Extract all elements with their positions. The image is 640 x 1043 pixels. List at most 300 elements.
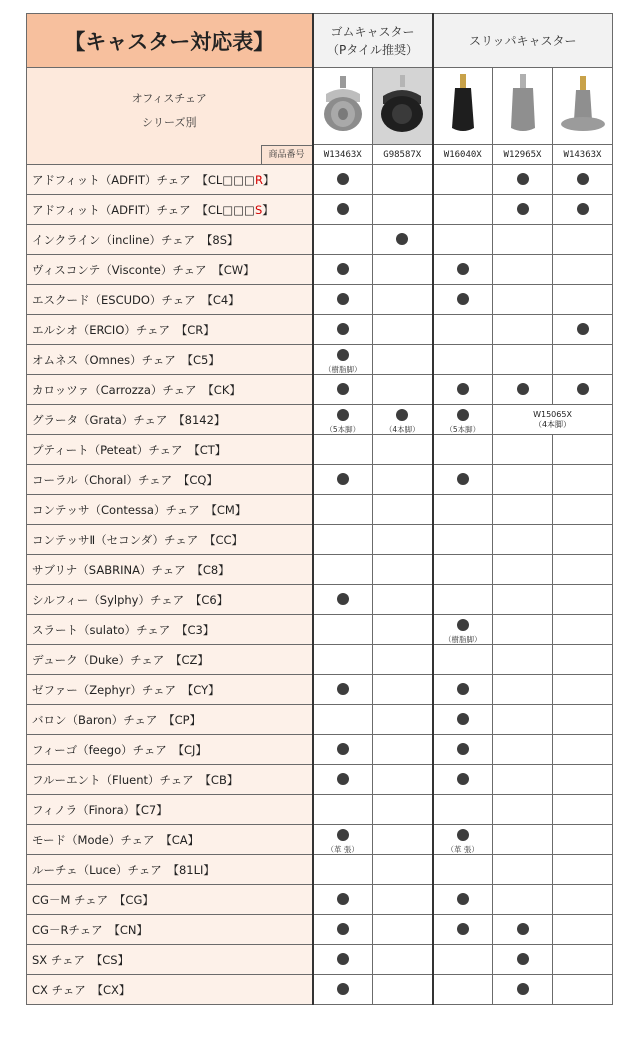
rubber-twin-wheel-caster-gray-icon	[316, 72, 370, 136]
chair-series-label: サブリナ（SABRINA）チェア 【C8】	[32, 562, 230, 577]
chair-series-name	[27, 525, 313, 555]
compatibility-cell	[553, 555, 613, 585]
compatible-dot-icon	[337, 829, 349, 841]
table-row	[27, 585, 613, 615]
compatibility-cell	[433, 525, 493, 555]
product-image-w14363x	[553, 68, 613, 145]
compatible-dot-icon	[577, 173, 589, 185]
group-slipper-caster	[433, 14, 613, 68]
compatibility-cell	[373, 285, 433, 315]
group-rubber-note: （Pタイル推奨）	[327, 42, 418, 57]
table-row	[27, 195, 613, 225]
table-row	[27, 285, 613, 315]
leg-type-note: （5本脚）	[445, 424, 481, 434]
compatibility-cell	[373, 405, 433, 435]
compatibility-cell	[493, 285, 553, 315]
compatibility-cell	[553, 795, 613, 825]
compatibility-cell	[433, 285, 493, 315]
table-row	[27, 525, 613, 555]
compatibility-cell	[553, 255, 613, 285]
chair-series-label: アドフィット（ADFIT）チェア 【CL□□□	[32, 172, 255, 187]
compatible-dot-icon	[396, 409, 408, 421]
product-code-w12965x: W12965X	[493, 145, 553, 165]
compatibility-cell	[433, 465, 493, 495]
slipper-caster-gray-wide-icon	[556, 72, 610, 136]
group-slipper-label: スリッパキャスター	[468, 33, 577, 48]
compatible-dot-icon	[517, 173, 529, 185]
chair-series-label: SX チェア 【CS】	[32, 952, 130, 967]
compatibility-cell	[373, 165, 433, 195]
product-code-w14363x: W14363X	[553, 145, 613, 165]
table-row	[27, 885, 613, 915]
chair-series-label: プティート（Peteat）チェア 【CT】	[32, 442, 227, 457]
chair-series-name	[27, 945, 313, 975]
product-code-g98587x: G98587X	[373, 145, 433, 165]
compatibility-cell	[433, 315, 493, 345]
compatible-dot-icon	[337, 773, 349, 785]
chair-series-label: ルーチェ（Luce）チェア 【81LI】	[32, 862, 215, 877]
compatibility-cell	[493, 495, 553, 525]
compatible-dot-icon	[457, 743, 469, 755]
compatible-dot-icon	[337, 263, 349, 275]
chair-series-name	[27, 795, 313, 825]
compatible-dot-icon	[517, 383, 529, 395]
chair-series-name	[27, 975, 313, 1005]
compatibility-cell	[553, 885, 613, 915]
compatibility-cell	[433, 585, 493, 615]
chair-series-name	[27, 555, 313, 585]
chair-series-name	[27, 285, 313, 315]
table-row	[27, 675, 613, 705]
chair-series-label: モード（Mode）チェア 【CA】	[32, 832, 200, 847]
compatibility-cell	[433, 165, 493, 195]
compatibility-cell	[433, 795, 493, 825]
compatibility-cell	[373, 315, 433, 345]
compatibility-cell	[553, 195, 613, 225]
table-row	[27, 315, 613, 345]
compatibility-cell	[313, 495, 373, 525]
compatibility-cell	[313, 645, 373, 675]
chair-series-label: オムネス（Omnes）チェア 【C5】	[32, 352, 220, 367]
compatibility-cell	[433, 945, 493, 975]
compatibility-cell	[313, 855, 373, 885]
compatibility-cell	[313, 555, 373, 585]
compatibility-cell	[373, 435, 433, 465]
compatible-dot-icon	[457, 473, 469, 485]
table-row	[27, 915, 613, 945]
group-rubber-label: ゴムキャスター	[330, 24, 415, 39]
compatibility-cell	[313, 375, 373, 405]
chair-series-name	[27, 825, 313, 855]
model-suffix: R	[254, 172, 263, 187]
compatibility-cell	[553, 495, 613, 525]
chair-series-label: アドフィット（ADFIT）チェア 【CL□□□	[32, 202, 255, 217]
chair-series-label: エルシオ（ERCIO）チェア 【CR】	[32, 322, 215, 337]
product-code-w13463x: W13463X	[313, 145, 373, 165]
table-row	[27, 645, 613, 675]
compatibility-cell	[373, 495, 433, 525]
compatibility-cell	[313, 615, 373, 645]
compatible-dot-icon	[457, 893, 469, 905]
compatibility-cell	[313, 795, 373, 825]
compatibility-cell	[313, 285, 373, 315]
compatibility-cell	[553, 825, 613, 855]
leg-type-note: （革 張）	[446, 844, 479, 854]
chair-series-label: エスクード（ESCUDO）チェア 【C4】	[32, 292, 240, 307]
slipper-caster-black-icon	[436, 72, 490, 136]
compatibility-cell	[553, 645, 613, 675]
compatibility-cell	[313, 675, 373, 705]
compatibility-cell	[433, 705, 493, 735]
compatibility-cell	[433, 345, 493, 375]
series-header-line1: オフィスチェア	[131, 92, 207, 105]
compatibility-cell	[553, 765, 613, 795]
compatibility-cell	[493, 705, 553, 735]
compatibility-cell	[433, 675, 493, 705]
compatibility-cell	[313, 195, 373, 225]
compatibility-cell	[433, 495, 493, 525]
chair-series-name	[27, 765, 313, 795]
leg-type-note: （5本脚）	[325, 424, 361, 434]
chair-series-name	[27, 735, 313, 765]
chair-series-label: フィーゴ（feego）チェア 【CJ】	[32, 742, 207, 757]
table-row	[27, 945, 613, 975]
compatible-dot-icon	[457, 263, 469, 275]
chair-series-rows	[27, 165, 613, 1005]
compatible-dot-icon	[457, 409, 469, 421]
compatibility-cell	[493, 795, 553, 825]
compatibility-cell	[493, 375, 553, 405]
compatible-dot-icon	[337, 893, 349, 905]
compatibility-cell	[313, 465, 373, 495]
compatibility-cell	[553, 975, 613, 1005]
compatible-dot-icon	[337, 293, 349, 305]
compatibility-cell	[433, 375, 493, 405]
compatibility-cell	[493, 435, 553, 465]
compatibility-cell	[373, 675, 433, 705]
table-row	[27, 855, 613, 885]
alternate-product-note: （4本脚）	[533, 419, 572, 429]
table-row	[27, 465, 613, 495]
table-row	[27, 765, 613, 795]
group-rubber-caster	[313, 14, 433, 68]
chair-series-name	[27, 435, 313, 465]
compatibility-cell	[553, 735, 613, 765]
alternate-product-code: W15065X	[533, 409, 572, 419]
chair-series-label: ゼファー（Zephyr）チェア 【CY】	[32, 682, 220, 697]
compatibility-cell	[313, 225, 373, 255]
compatibility-cell	[493, 315, 553, 345]
chair-series-label: バロン（Baron）チェア 【CP】	[32, 712, 202, 727]
compatibility-cell	[493, 255, 553, 285]
compatible-dot-icon	[517, 923, 529, 935]
compatible-dot-icon	[457, 683, 469, 695]
compatibility-cell	[553, 855, 613, 885]
chair-series-label: スラート（sulato）チェア 【C3】	[32, 622, 215, 637]
leg-type-note: （樹脂脚）	[444, 634, 482, 644]
compatibility-cell	[433, 405, 493, 435]
chair-series-name	[27, 465, 313, 495]
compatibility-cell	[313, 165, 373, 195]
chair-series-name	[27, 615, 313, 645]
compatibility-cell	[553, 465, 613, 495]
chair-series-name	[27, 345, 313, 375]
chair-series-label: シルフィー（Sylphy）チェア 【C6】	[32, 592, 229, 607]
table-row	[27, 555, 613, 585]
compatibility-cell	[553, 945, 613, 975]
compatibility-cell	[553, 585, 613, 615]
compatibility-cell	[433, 855, 493, 885]
compatibility-cell	[553, 915, 613, 945]
chair-series-name	[27, 315, 313, 345]
model-suffix-bracket: 】	[262, 202, 274, 217]
chair-series-label: インクライン（incline）チェア 【8S】	[32, 232, 239, 247]
compatibility-cell	[373, 735, 433, 765]
compatible-dot-icon	[337, 983, 349, 995]
compatibility-cell	[373, 255, 433, 285]
caster-compatibility-table	[26, 13, 613, 1005]
compatible-dot-icon	[457, 773, 469, 785]
product-image-g98587x	[373, 68, 433, 145]
compatibility-cell	[373, 705, 433, 735]
compatibility-cell	[433, 975, 493, 1005]
compatible-dot-icon	[457, 923, 469, 935]
chair-series-name	[27, 885, 313, 915]
compatibility-cell	[373, 645, 433, 675]
chair-series-label: フルーエント（Fluent）チェア 【CB】	[32, 772, 239, 787]
compatibility-cell	[313, 975, 373, 1005]
compatibility-cell	[493, 225, 553, 255]
chair-series-label: グラータ（Grata）チェア 【8142】	[32, 412, 226, 427]
model-suffix: S	[254, 202, 263, 217]
compatible-dot-icon	[337, 349, 349, 361]
chair-series-name	[27, 705, 313, 735]
table-row	[27, 405, 613, 435]
compatibility-cell	[433, 615, 493, 645]
compatible-dot-icon	[337, 593, 349, 605]
compatibility-cell	[373, 795, 433, 825]
compatible-dot-icon	[337, 953, 349, 965]
compatible-dot-icon	[457, 293, 469, 305]
compatibility-cell	[493, 915, 553, 945]
model-suffix-bracket: 】	[262, 172, 275, 187]
compatibility-cell	[313, 765, 373, 795]
table-row	[27, 705, 613, 735]
compatibility-cell	[373, 465, 433, 495]
compatible-dot-icon	[517, 983, 529, 995]
table-row	[27, 975, 613, 1005]
compatible-dot-icon	[457, 383, 469, 395]
compatibility-cell	[433, 735, 493, 765]
chair-series-name	[27, 195, 313, 225]
compatibility-cell	[553, 345, 613, 375]
chair-series-label: CX チェア 【CX】	[32, 982, 131, 997]
product-code-label: 商品番号	[261, 145, 312, 164]
compatibility-cell	[553, 285, 613, 315]
compatibility-cell	[313, 435, 373, 465]
leg-type-note: （革 張）	[326, 844, 359, 854]
table-row	[27, 255, 613, 285]
leg-type-note: （樹脂脚）	[324, 364, 362, 374]
compatibility-cell	[553, 705, 613, 735]
compatibility-cell	[373, 945, 433, 975]
compatibility-cell	[373, 975, 433, 1005]
compatibility-cell	[493, 675, 553, 705]
table-row	[27, 375, 613, 405]
chair-series-label: コーラル（Choral）チェア 【CQ】	[32, 472, 218, 487]
series-header	[27, 68, 313, 165]
compatibility-cell	[493, 345, 553, 375]
compatibility-cell	[313, 405, 373, 435]
table-row	[27, 165, 613, 195]
chair-series-label: ヴィスコンテ（Visconte）チェア 【CW】	[32, 262, 255, 277]
slipper-caster-gray-icon	[496, 72, 550, 136]
compatibility-cell	[493, 465, 553, 495]
chair-series-label: コンテッサ（Contessa）チェア 【CM】	[32, 502, 247, 517]
product-code-w16040x: W16040X	[433, 145, 493, 165]
compatibility-cell	[433, 255, 493, 285]
compatible-dot-icon	[337, 173, 349, 185]
compatibility-cell	[433, 825, 493, 855]
compatibility-cell	[313, 705, 373, 735]
compatibility-cell	[493, 645, 553, 675]
chair-series-name	[27, 915, 313, 945]
compatible-dot-icon	[337, 409, 349, 421]
compatibility-cell	[313, 315, 373, 345]
table-row	[27, 795, 613, 825]
compatible-dot-icon	[577, 383, 589, 395]
compatible-dot-icon	[337, 383, 349, 395]
compatibility-cell	[373, 525, 433, 555]
compatibility-cell	[313, 585, 373, 615]
chair-series-name	[27, 405, 313, 435]
compatibility-cell	[553, 315, 613, 345]
compatibility-cell	[553, 525, 613, 555]
compatibility-cell	[553, 165, 613, 195]
compatible-dot-icon	[517, 953, 529, 965]
chair-series-label: フィノラ（Finora）【C7】	[32, 802, 168, 817]
chair-series-name	[27, 645, 313, 675]
compatibility-cell	[313, 735, 373, 765]
compatibility-cell	[553, 675, 613, 705]
compatibility-cell	[553, 615, 613, 645]
compatibility-cell	[433, 555, 493, 585]
compatibility-cell	[373, 375, 433, 405]
compatibility-cell	[553, 435, 613, 465]
series-header-line2: シリーズ別	[142, 116, 197, 129]
compatible-dot-icon	[396, 233, 408, 245]
compatibility-cell	[313, 825, 373, 855]
compatibility-cell	[553, 225, 613, 255]
compatible-dot-icon	[577, 203, 589, 215]
compatibility-cell	[493, 855, 553, 885]
compatibility-cell	[433, 885, 493, 915]
compatibility-cell	[433, 645, 493, 675]
product-image-w16040x	[433, 68, 493, 145]
compatibility-cell	[493, 195, 553, 225]
compatible-dot-icon	[457, 829, 469, 841]
table-row	[27, 225, 613, 255]
chair-series-name	[27, 675, 313, 705]
leg-type-note: （4本脚）	[384, 424, 420, 434]
compatibility-cell	[433, 195, 493, 225]
chair-series-name	[27, 225, 313, 255]
compatibility-cell	[553, 375, 613, 405]
compatibility-cell	[493, 825, 553, 855]
compatibility-cell	[373, 765, 433, 795]
compatible-dot-icon	[577, 323, 589, 335]
chair-series-name	[27, 375, 313, 405]
compatibility-cell	[493, 165, 553, 195]
compatibility-cell	[433, 435, 493, 465]
compatibility-cell	[313, 255, 373, 285]
chair-series-label: デューク（Duke）チェア 【CZ】	[32, 652, 209, 667]
compatibility-cell	[313, 915, 373, 945]
rubber-twin-wheel-caster-black-icon	[375, 72, 429, 136]
compatibility-cell	[373, 555, 433, 585]
compatibility-cell	[433, 915, 493, 945]
compatibility-cell	[493, 945, 553, 975]
compatibility-cell	[373, 885, 433, 915]
table-row	[27, 345, 613, 375]
compatibility-cell	[493, 585, 553, 615]
compatibility-cell	[493, 735, 553, 765]
compatible-dot-icon	[457, 619, 469, 631]
compatible-dot-icon	[337, 323, 349, 335]
compatibility-cell	[373, 345, 433, 375]
compatibility-cell	[493, 765, 553, 795]
compatibility-cell	[493, 975, 553, 1005]
compatibility-cell	[433, 765, 493, 795]
compatibility-cell	[313, 525, 373, 555]
compatibility-cell	[313, 945, 373, 975]
chair-series-label: CG－M チェア 【CG】	[32, 892, 154, 907]
chair-series-name	[27, 585, 313, 615]
compatibility-cell	[493, 555, 553, 585]
compatible-dot-icon	[337, 683, 349, 695]
product-image-w13463x	[313, 68, 373, 145]
compatibility-cell	[373, 195, 433, 225]
compatibility-cell	[373, 855, 433, 885]
chair-series-name	[27, 495, 313, 525]
compatibility-cell	[373, 585, 433, 615]
compatible-dot-icon	[517, 203, 529, 215]
page-title: 【キャスター対応表】	[27, 14, 313, 68]
compatibility-cell	[373, 615, 433, 645]
compatible-dot-icon	[337, 743, 349, 755]
chair-series-name	[27, 855, 313, 885]
compatible-dot-icon	[337, 203, 349, 215]
table-row	[27, 435, 613, 465]
product-image-w12965x	[493, 68, 553, 145]
table-row	[27, 735, 613, 765]
compatibility-cell	[493, 615, 553, 645]
table-row	[27, 495, 613, 525]
chair-series-name	[27, 255, 313, 285]
table-row	[27, 615, 613, 645]
chair-series-label: コンテッサⅡ（セコンダ）チェア 【CC】	[32, 532, 244, 547]
chair-series-name	[27, 165, 313, 195]
compatibility-cell	[373, 825, 433, 855]
compatibility-cell	[373, 915, 433, 945]
table-row	[27, 825, 613, 855]
alternate-product-cell	[493, 405, 613, 435]
compatibility-cell	[373, 225, 433, 255]
compatibility-cell	[313, 885, 373, 915]
chair-series-label: CG－Rチェア 【CN】	[32, 922, 148, 937]
chair-series-label: カロッツァ（Carrozza）チェア 【CK】	[32, 382, 241, 397]
compatible-dot-icon	[337, 473, 349, 485]
